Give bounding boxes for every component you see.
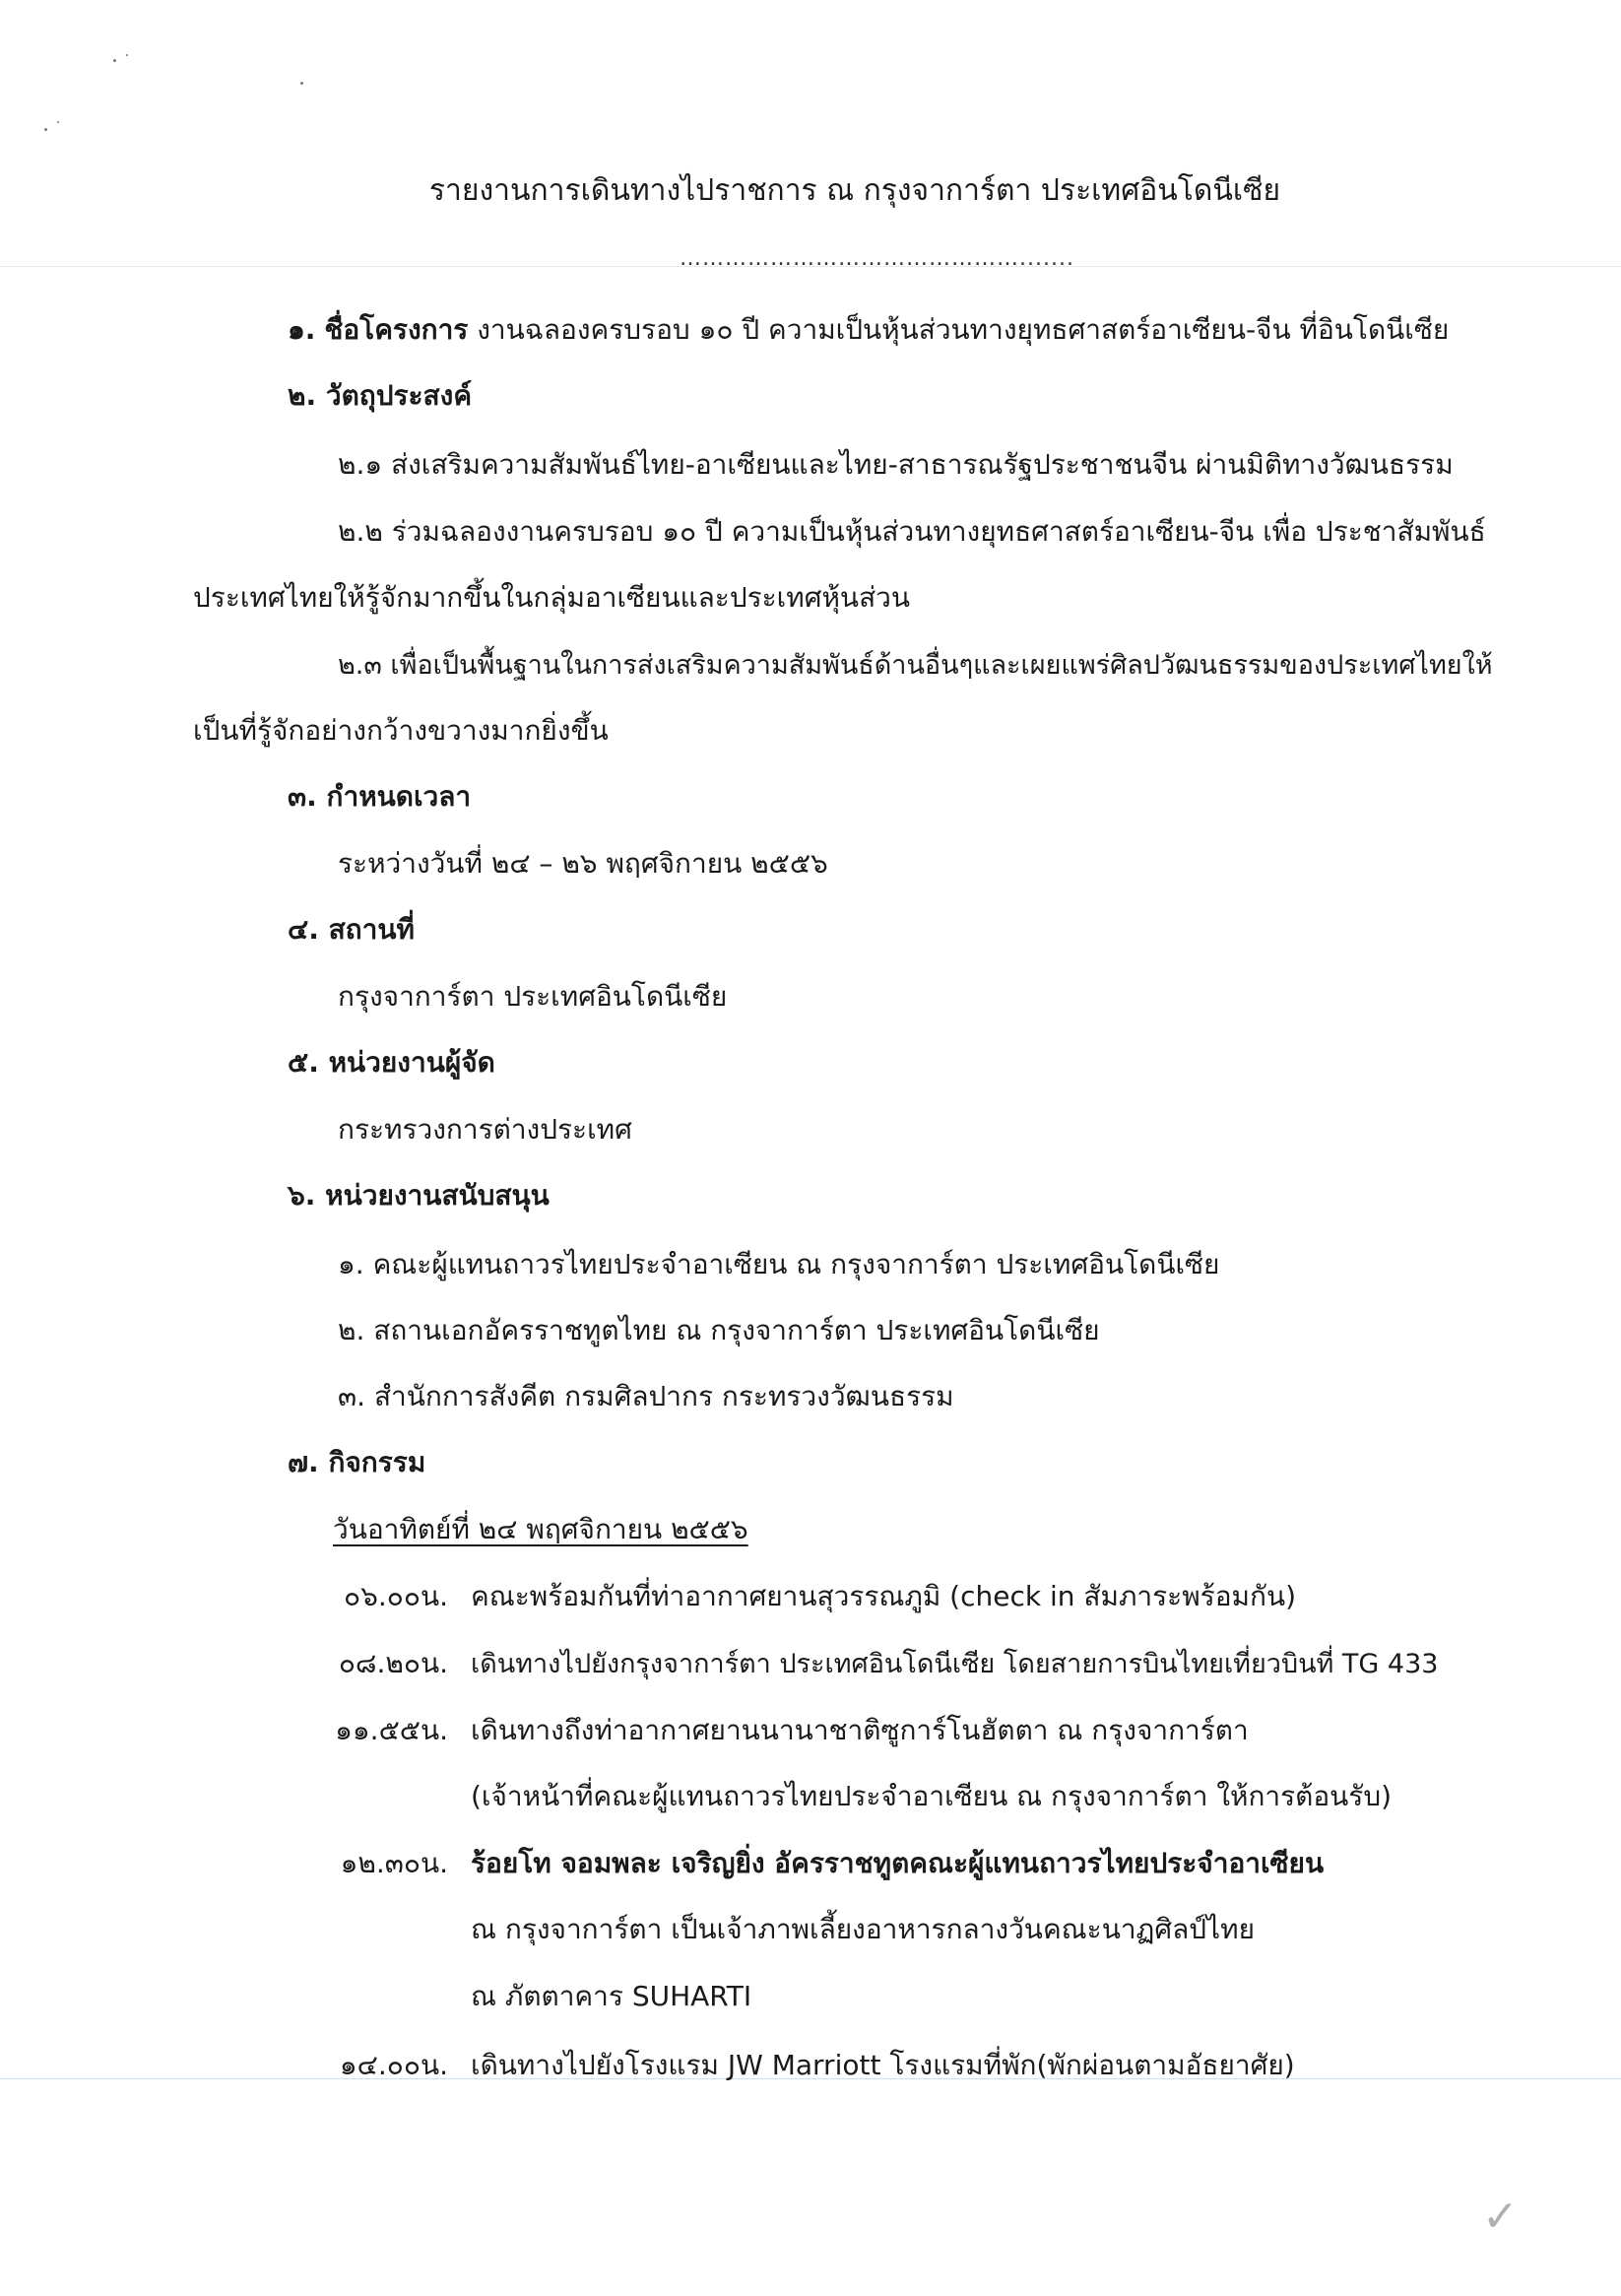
schedule-entry: เดินทางไปยังกรุงจาการ์ตา ประเทศอินโดนีเซีย โดยสายการบินไทยเที่ยวบินที่ TG 433 bbox=[471, 1649, 1439, 1679]
scan-speck bbox=[113, 59, 116, 62]
section-heading-activities: ๗. กิจกรรม bbox=[288, 1446, 426, 1478]
scan-speck bbox=[57, 121, 59, 123]
section-heading: ชื่อโครงการ bbox=[324, 313, 469, 346]
schedule-entry: เดินทางถึงท่าอากาศยานนานาชาติซูการ์โนฮัตตา ณ กรุงจาการ์ตา bbox=[471, 1714, 1249, 1746]
schedule-entry: เดินทางไปยังโรงแรม JW Marriott โรงแรมที่พัก(พักผ่อนตามอัธยาศัย) bbox=[471, 2049, 1295, 2081]
schedule-time: ๐๘.๒๐น. bbox=[338, 1647, 448, 1679]
check-mark-icon: ✓ bbox=[1482, 2192, 1519, 2242]
schedule-time: ๑๒.๓๐น. bbox=[340, 1847, 448, 1879]
section-project bbox=[288, 308, 1449, 352]
document-title: รายงานการเดินทางไปราชการ ณ กรุงจาการ์ตา ประเทศอินโดนีเซีย bbox=[428, 173, 1281, 208]
section-heading-organizer: ๕. หน่วยงานผู้จัด bbox=[288, 1046, 495, 1079]
section-heading-schedule: ๓. กำหนดเวลา bbox=[288, 780, 472, 813]
scan-speck bbox=[126, 54, 128, 56]
title-separator: ………………………………………....... bbox=[680, 246, 1074, 271]
scan-speck bbox=[300, 82, 303, 85]
objective-item: ๒.๑ ส่งเสริมความสัมพันธ์ไทย-อาเซียนและไทย-สาธารณรัฐประชาชนจีน ผ่านมิติทางวัฒนธรรม bbox=[338, 448, 1454, 481]
section-heading-supporters: ๖. หน่วยงานสนับสนุน bbox=[288, 1179, 550, 1212]
organizer-text: กระทรวงการต่างประเทศ bbox=[338, 1113, 632, 1146]
schedule-entry-continuation: ณ ภัตตาคาร SUHARTI bbox=[471, 1980, 752, 2012]
venue-text: กรุงจาการ์ตา ประเทศอินโดนีเซีย bbox=[338, 980, 728, 1013]
schedule-time: ๑๔.๐๐น. bbox=[339, 2049, 448, 2081]
scan-speck bbox=[44, 128, 47, 131]
activity-day-heading: วันอาทิตย์ที่ ๒๔ พฤศจิกายน ๒๕๕๖ bbox=[333, 1513, 748, 1545]
objective-item-continuation: ประเทศไทยให้รู้จักมากขึ้นในกลุ่มอาเซียนและประเทศหุ้นส่วน bbox=[193, 581, 911, 614]
supporter-item: ๓. สำนักการสังคีต กรมศิลปากร กระทรวงวัฒนธรรม bbox=[338, 1380, 954, 1412]
schedule-entry: คณะพร้อมกันที่ท่าอากาศยานสุวรรณภูมิ (check in สัมภาระพร้อมกัน) bbox=[471, 1580, 1297, 1612]
supporter-item: ๒. สถานเอกอัครราชทูตไทย ณ กรุงจาการ์ตา ประเทศอินโดนีเซีย bbox=[338, 1314, 1100, 1346]
objective-item-continuation: เป็นที่รู้จักอย่างกว้างขวางมากยิ่งขึ้น bbox=[193, 714, 609, 747]
objective-item: ๒.๓ เพื่อเป็นพื้นฐานในการส่งเสริมความสัมพันธ์ด้านอื่นๆและเผยแพร่ศิลปวัฒนธรรมของประเทศไทยให้ bbox=[338, 650, 1493, 681]
section-heading-venue: ๔. สถานที่ bbox=[288, 913, 415, 946]
schedule-dates: ระหว่างวันที่ ๒๔ – ๒๖ พฤศจิกายน ๒๕๕๖ bbox=[338, 847, 828, 880]
schedule-time: ๐๖.๐๐น. bbox=[344, 1580, 448, 1612]
project-name: งานฉลองครบรอบ ๑๐ ปี ความเป็นหุ้นส่วนทางยุทธศาสตร์อาเซียน-จีน ที่อินโดนีเซีย bbox=[477, 313, 1450, 346]
supporter-item: ๑. คณะผู้แทนถาวรไทยประจำอาเซียน ณ กรุงจาการ์ตา ประเทศอินโดนีเซีย bbox=[338, 1248, 1220, 1280]
schedule-entry-continuation: ณ กรุงจาการ์ตา เป็นเจ้าภาพเลี้ยงอาหารกลางวันคณะนาฏศิลป์ไทย bbox=[471, 1913, 1256, 1945]
schedule-time: ๑๑.๕๕น. bbox=[335, 1714, 448, 1746]
objective-item: ๒.๒ ร่วมฉลองงานครบรอบ ๑๐ ปี ความเป็นหุ้นส่วนทางยุทธศาสตร์อาเซียน-จีน เพื่อ ประชาสัมพันธ์ bbox=[338, 515, 1486, 548]
section-heading-objectives: ๒. วัตถุประสงค์ bbox=[288, 379, 473, 412]
section-number: ๑. bbox=[288, 313, 316, 346]
schedule-entry-continuation: (เจ้าหน้าที่คณะผู้แทนถาวรไทยประจำอาเซียน ณ กรุงจาการ์ตา ให้การต้อนรับ) bbox=[471, 1780, 1393, 1812]
schedule-entry: ร้อยโท จอมพละ เจริญยิ่ง อัครราชทูตคณะผู้แทนถาวรไทยประจำอาเซียน bbox=[471, 1847, 1325, 1879]
